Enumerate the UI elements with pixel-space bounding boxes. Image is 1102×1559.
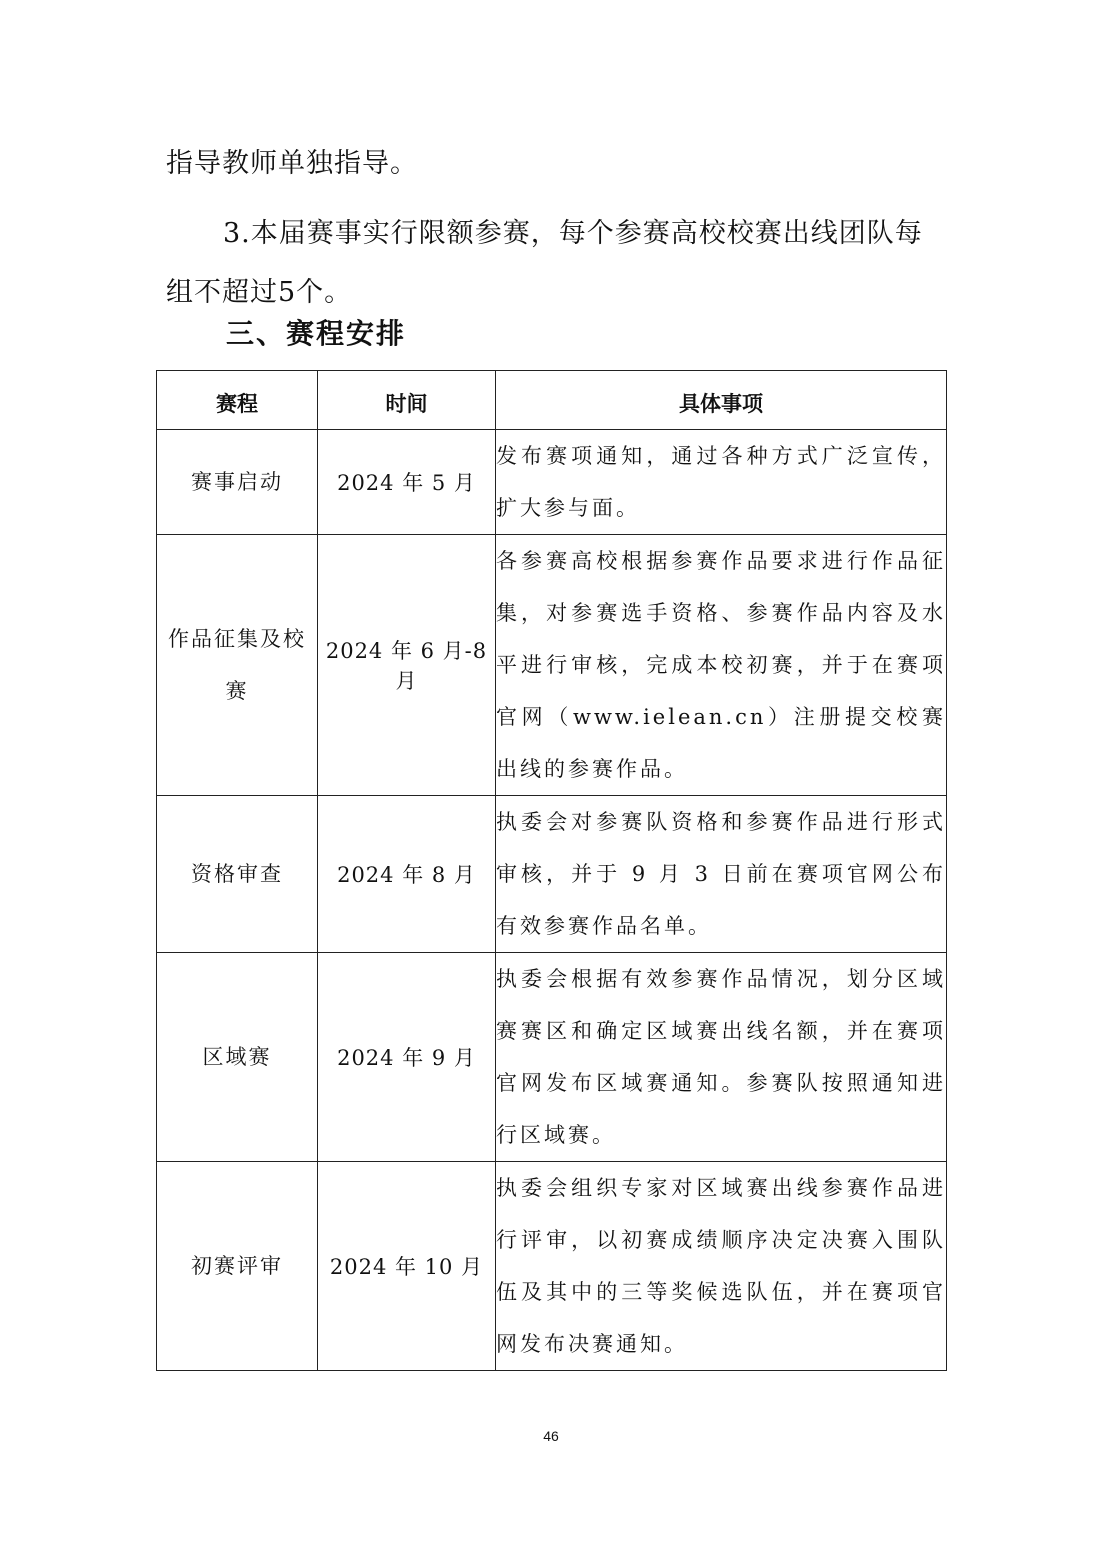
table-row <box>157 1162 947 1371</box>
detail-cell: 执委会根据有效参赛作品情况，划分区域赛赛区和确定区域赛出线名额，并在赛项官网发布区域赛通知。参赛队按照通知进行区域赛。 <box>496 953 947 1162</box>
table-header-row <box>157 371 947 430</box>
body-paragraph: 3.本届赛事实行限额参赛，每个参赛高校校赛出线团队每组不超过5个。 <box>166 218 923 308</box>
time-cell: 2024 年 8 月 <box>318 796 496 953</box>
stage-cell: 作品征集及校赛 <box>157 535 318 796</box>
time-cell: 2024 年 5 月 <box>318 430 496 535</box>
page-number: 46 <box>543 1428 559 1444</box>
stage-cell: 初赛评审 <box>157 1162 318 1371</box>
stage-cell: 赛事启动 <box>157 430 318 535</box>
detail-cell: 执委会组织专家对区域赛出线参赛作品进行评审，以初赛成绩顺序决定决赛入围队伍及其中的三等奖候选队伍，并在赛项官网发布决赛通知。 <box>496 1162 947 1371</box>
section-heading: 三、赛程安排 <box>226 317 407 350</box>
time-cell: 2024 年 6 月-8 月 <box>318 535 496 796</box>
table-row <box>157 796 947 953</box>
detail-cell: 执委会对参赛队资格和参赛作品进行形式审核，并于 9 月 3 日前在赛项官网公布有效参赛作品名单。 <box>496 796 947 953</box>
column-header-detail: 具体事项 <box>496 371 947 430</box>
detail-cell: 发布赛项通知，通过各种方式广泛宣传，扩大参与面。 <box>496 430 947 535</box>
table-row <box>157 430 947 535</box>
table-row <box>157 953 947 1162</box>
time-cell: 2024 年 10 月 <box>318 1162 496 1371</box>
detail-cell: 各参赛高校根据参赛作品要求进行作品征集，对参赛选手资格、参赛作品内容及水平进行审核，完成本校初赛，并于在赛项官网（www.ielean.cn）注册提交校赛出线的参赛作品。 <box>496 535 947 796</box>
column-header-stage: 赛程 <box>157 371 318 430</box>
stage-cell: 区域赛 <box>157 953 318 1162</box>
table-row <box>157 535 947 796</box>
schedule-table <box>156 370 947 1371</box>
time-cell: 2024 年 9 月 <box>318 953 496 1162</box>
stage-cell: 资格审查 <box>157 796 318 953</box>
body-paragraph: 指导教师单独指导。 <box>166 148 418 179</box>
column-header-time: 时间 <box>318 371 496 430</box>
